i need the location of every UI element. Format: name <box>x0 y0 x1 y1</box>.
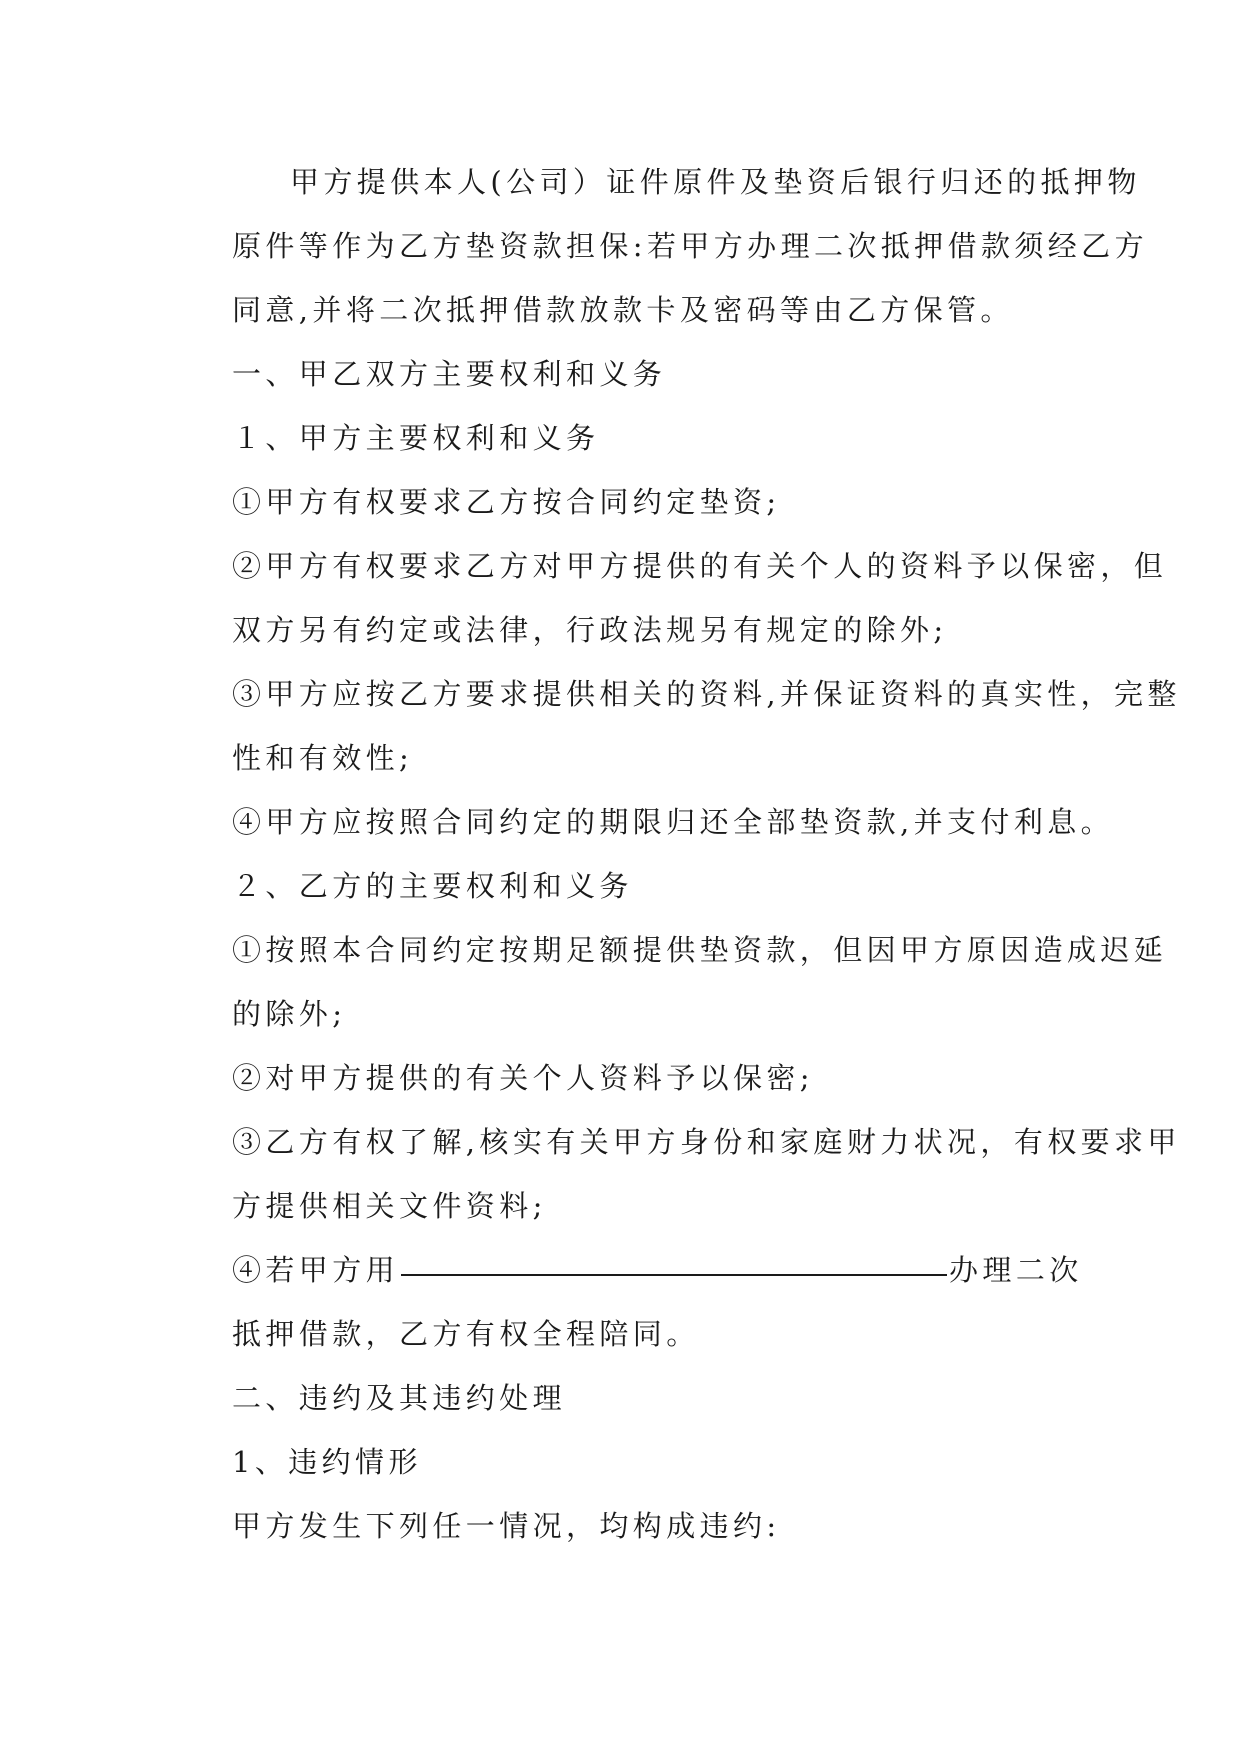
text-line-22: 甲方发生下列任一情况，均构成违约: <box>232 1509 781 1543</box>
subsection-heading-3: 1、违约情形 <box>232 1445 422 1479</box>
text-line-13: ①按照本合同约定按期足额提供垫资款，但因甲方原因造成迟延 <box>232 933 1168 967</box>
text-line-6: ①甲方有权要求乙方按合同约定垫资; <box>232 485 781 519</box>
subsection-heading-1: １、甲方主要权利和义务 <box>232 421 600 455</box>
section-heading-2: 二、违约及其违约处理 <box>232 1381 567 1415</box>
text-line-7: ②甲方有权要求乙方对甲方提供的有关个人的资料予以保密，但 <box>232 549 1168 583</box>
text-line-14: 的除外; <box>232 997 347 1031</box>
text-line-9: ③甲方应按乙方要求提供相关的资料,并保证资料的真实性，完整 <box>232 677 1181 711</box>
fill-in-suffix: 办理二次 <box>949 1253 1083 1287</box>
text-line-16: ③乙方有权了解,核实有关甲方身份和家庭财力状况，有权要求甲 <box>232 1125 1181 1159</box>
text-line-19: 抵押借款，乙方有权全程陪同。 <box>232 1317 700 1351</box>
fill-in-blank[interactable] <box>401 1274 947 1276</box>
text-line-3: 同意,并将二次抵押借款放款卡及密码等由乙方保管。 <box>232 293 1014 327</box>
text-line-1: 甲方提供本人(公司）证件原件及垫资后银行归还的抵押物 <box>290 165 1141 199</box>
subsection-heading-2: ２、乙方的主要权利和义务 <box>232 869 633 903</box>
text-line-15: ②对甲方提供的有关个人资料予以保密; <box>232 1061 814 1095</box>
text-line-17: 方提供相关文件资料; <box>232 1189 547 1223</box>
text-line-11: ④甲方应按照合同约定的期限归还全部垫资款,并支付利息。 <box>232 805 1115 839</box>
fill-in-line <box>232 1250 1083 1290</box>
text-line-8: 双方另有约定或法律，行政法规另有规定的除外; <box>232 613 948 647</box>
section-heading-1: 一、甲乙双方主要权利和义务 <box>232 357 667 391</box>
text-line-2: 原件等作为乙方垫资款担保:若甲方办理二次抵押借款须经乙方 <box>232 229 1148 263</box>
text-line-10: 性和有效性; <box>232 741 414 775</box>
fill-in-prefix: ④若甲方用 <box>232 1253 400 1287</box>
